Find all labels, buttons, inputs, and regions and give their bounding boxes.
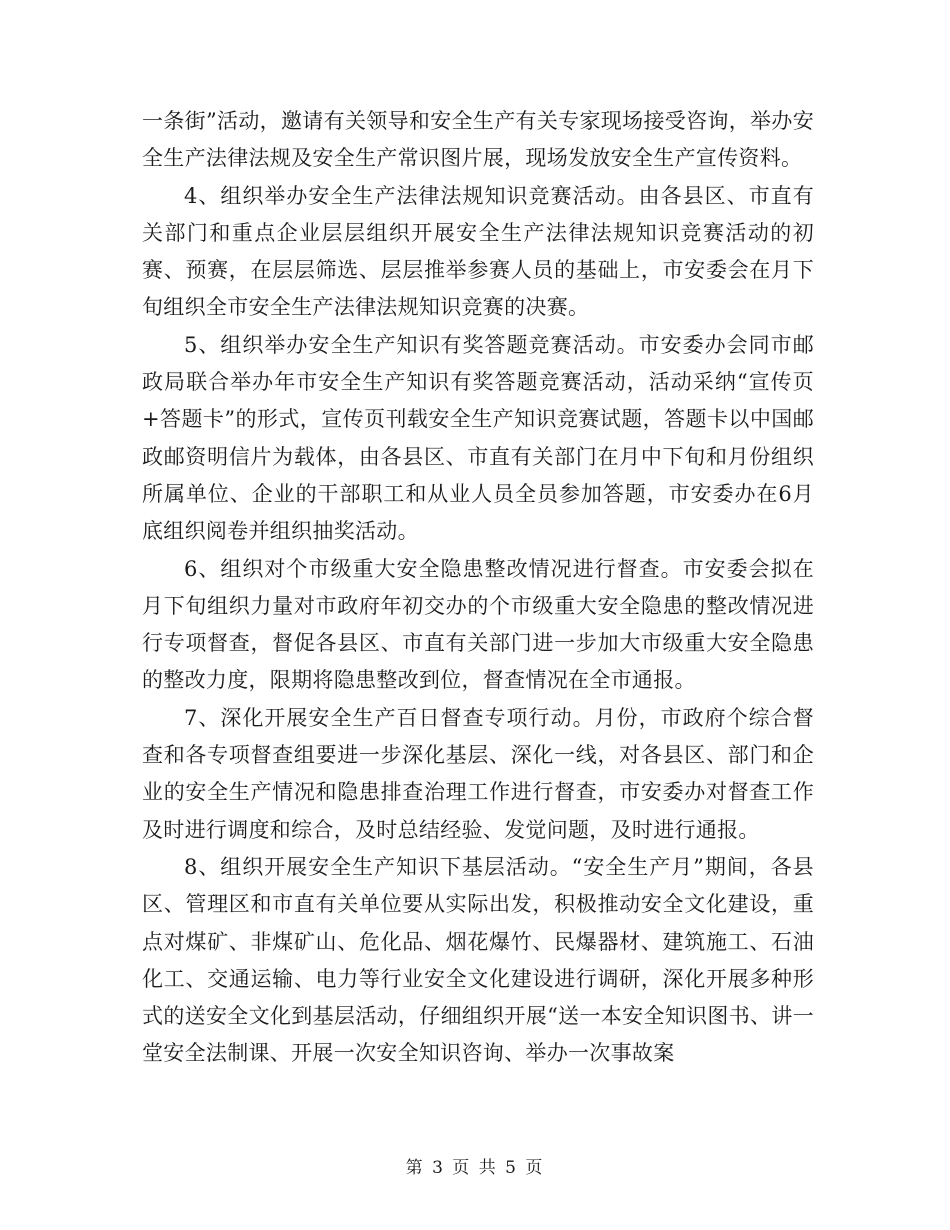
paragraph-item-4: 4、组织举办安全生产法律法规知识竞赛活动。由各县区、市直有关部门和重点企业层层组织开展安全生产法律法规知识竞赛活动的初赛、预赛，在层层筛选、层层推举参赛人员的基础上，市安委会在月下旬组织全市安全生产法律法规知识竞赛的决赛。	[142, 183, 814, 320]
paragraph-item-6: 6、组织对个市级重大安全隐患整改情况进行督查。市安委会拟在月下旬组织力量对市政府年初交办的个市级重大安全隐患的整改情况进行专项督查，督促各县区、市直有关部门进一步加大市级重大安全隐患的整改力度，限期将隐患整改到位，督查情况在全市通报。	[142, 556, 814, 693]
paragraph-continuation: 一条街”活动，邀请有关领导和安全生产有关专家现场接受咨询，举办安全生产法律法规及安全生产常识图片展，现场发放安全生产宣传资料。	[142, 109, 814, 171]
document-body	[142, 103, 814, 1073]
paragraph-item-5: 5、组织举办安全生产知识有奖答题竞赛活动。市安委办会同市邮政局联合举办年市安全生产知识有奖答题竞赛活动，活动采纳“宣传页+答题卡”的形式，宣传页刊载安全生产知识竞赛试题，答题卡以中国邮政邮资明信片为载体，由各县区、市直有关部门在月中下旬和月份组织所属单位、企业的干部职工和从业人员全员参加答题，市安委办在6月底组织阅卷并组织抽奖活动。	[142, 332, 814, 544]
paragraph-item-8: 8、组织开展安全生产知识下基层活动。“安全生产月”期间，各县区、管理区和市直有关单位要从实际出发，积极推动安全文化建设，重点对煤矿、非煤矿山、危化品、烟花爆竹、民爆器材、建筑施工、石油化工、交通运输、电力等行业安全文化建设进行调研，深化开展多种形式的送安全文化到基层活动，仔细组织开展“送一本安全知识图书、讲一堂安全法制课、开展一次安全知识咨询、举办一次事故案	[142, 854, 814, 1066]
page-number-footer: 第 3 页 共 5 页	[405, 1158, 545, 1178]
paragraph-item-7: 7、深化开展安全生产百日督查专项行动。月份，市政府个综合督查和各专项督查组要进一步深化基层、深化一线，对各县区、部门和企业的安全生产情况和隐患排查治理工作进行督查，市安委办对督查工作及时进行调度和综合，及时总结经验、发觉问题，及时进行通报。	[142, 705, 814, 842]
